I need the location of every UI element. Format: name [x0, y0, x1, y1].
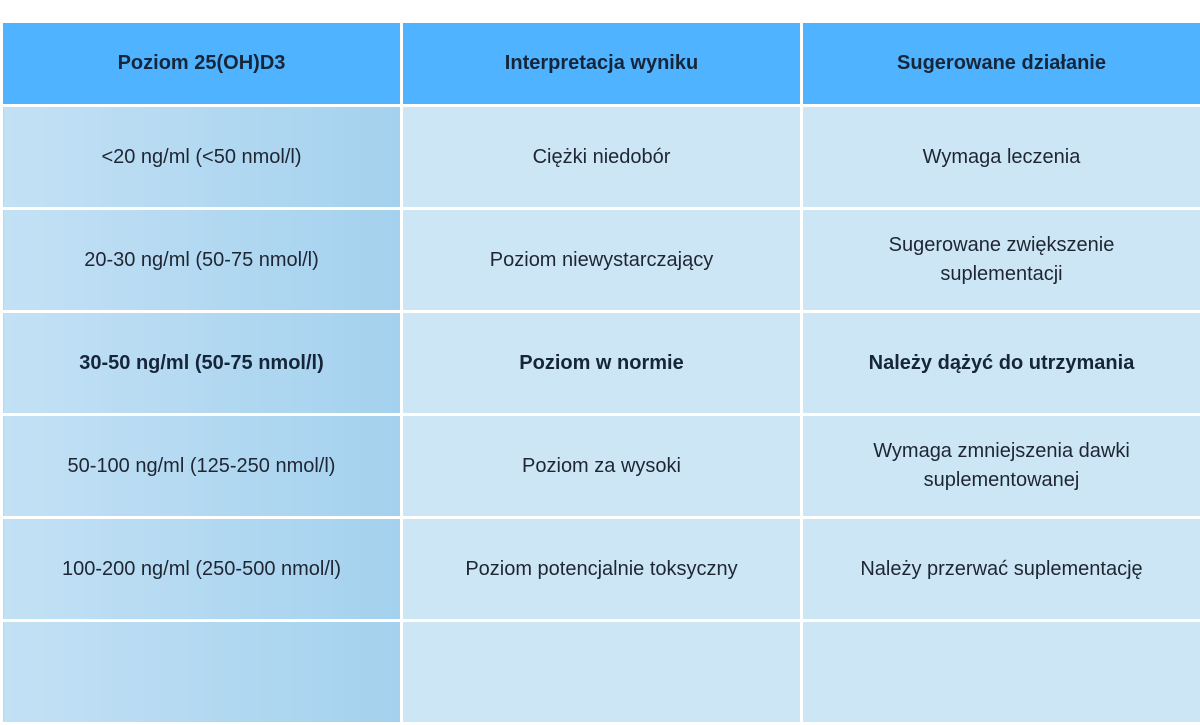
cell-action-empty — [802, 621, 1200, 724]
cell-interpretation-empty — [402, 621, 802, 724]
cell-level: 20-30 ng/ml (50-75 nmol/l) — [2, 209, 402, 312]
cell-action: Wymaga leczenia — [802, 106, 1200, 209]
cell-action: Należy dążyć do utrzymania — [802, 312, 1200, 415]
table-row — [2, 518, 1200, 621]
cell-level-empty — [2, 621, 402, 724]
table-header — [2, 22, 1200, 106]
cell-level: <20 ng/ml (<50 nmol/l) — [2, 106, 402, 209]
cell-action: Wymaga zmniejszenia dawki suplementowanej — [802, 415, 1200, 518]
vitamin-d-table — [0, 20, 1200, 725]
header-level: Poziom 25(OH)D3 — [2, 22, 402, 106]
header-row — [2, 22, 1200, 106]
table-row-normal-range — [2, 312, 1200, 415]
table-row-cut-off — [2, 621, 1200, 724]
table-row — [2, 209, 1200, 312]
cell-interpretation: Poziom za wysoki — [402, 415, 802, 518]
table-row — [2, 415, 1200, 518]
header-action: Sugerowane działanie — [802, 22, 1200, 106]
cell-level: 50-100 ng/ml (125-250 nmol/l) — [2, 415, 402, 518]
cell-action: Sugerowane zwiększenie suplementacji — [802, 209, 1200, 312]
table-body — [2, 106, 1200, 724]
header-interpretation: Interpretacja wyniku — [402, 22, 802, 106]
cell-action: Należy przerwać suplementację — [802, 518, 1200, 621]
cell-level: 100-200 ng/ml (250-500 nmol/l) — [2, 518, 402, 621]
cell-level: 30-50 ng/ml (50-75 nmol/l) — [2, 312, 402, 415]
cell-interpretation: Poziom niewystarczający — [402, 209, 802, 312]
cell-interpretation: Poziom potencjalnie toksyczny — [402, 518, 802, 621]
cell-interpretation: Poziom w normie — [402, 312, 802, 415]
cell-interpretation: Ciężki niedobór — [402, 106, 802, 209]
table-row — [2, 106, 1200, 209]
